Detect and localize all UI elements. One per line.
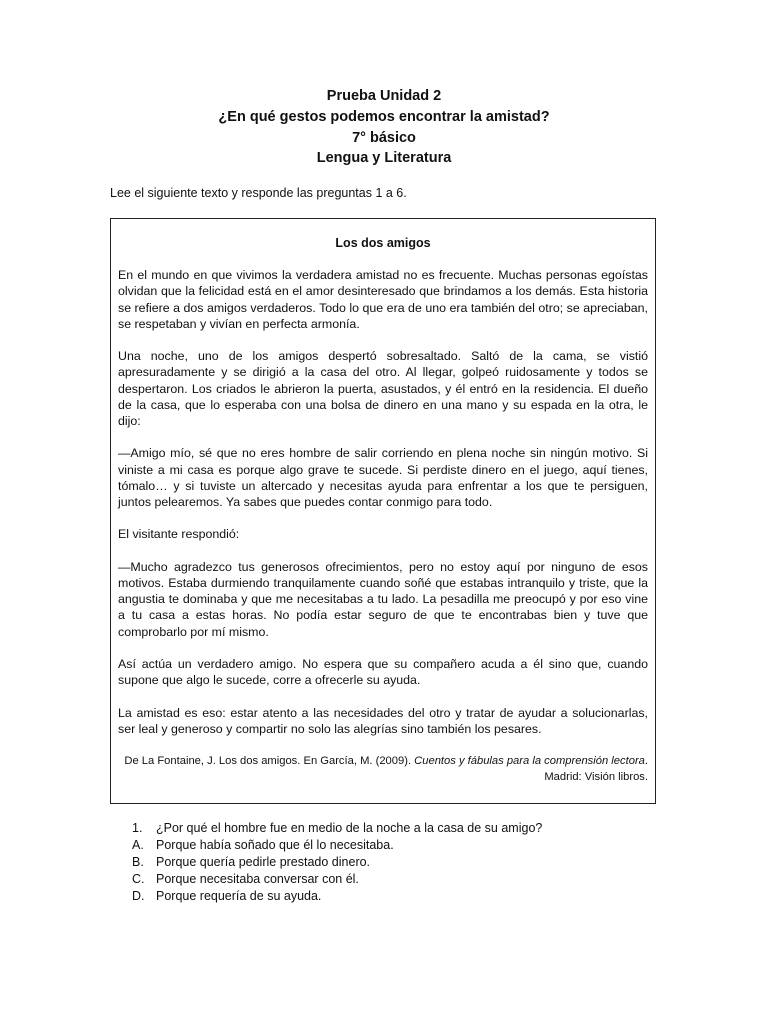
reading-paragraph: Así actúa un verdadero amigo. No espera que su compañero acuda a él sino que, cuando supone que algo le sucede, corre a ofrecerle su ayuda. [118, 657, 648, 688]
citation-suffix: . Madrid: Visión libros. [544, 755, 648, 784]
instruction-text: Lee el siguiente texto y responde las preguntas 1 a 6. [110, 186, 407, 200]
reading-title: Los dos amigos [335, 236, 431, 250]
reading-paragraph: Una noche, uno de los amigos despertó sobresaltado. Saltó de la cama, se vistió apresuradamente y se dirigió a la casa del otro. Al llegar, golpeó ruidosamente y todos se despertaron. Los criados le abrieron la puerta, asustados, y él entró en la residencia. El dueño de la casa, que lo esperaba con una bolsa de dinero en una mano y su espada en la otra, le dijo: [118, 349, 648, 429]
page-header [0, 86, 768, 169]
reading-paragraph: —Mucho agradezco tus generosos ofrecimientos, pero no estoy aquí por ninguno de esos motivos. Estaba durmiendo tranquilamente cuando soñé que estabas intranquilo y triste, que la angustia te dominaba y que me necesitabas a tu lado. La pesadilla me preocupó y por eso vine a tu casa a estas horas. No podía estar seguro de que te encontrabas bien y tuve que comprobarlo por mí mismo. [118, 559, 648, 639]
question-number: 1. [132, 821, 143, 835]
option-letter: B. [132, 855, 144, 869]
reading-passage-box [110, 218, 656, 804]
option-text: Porque requería de su ayuda. [156, 889, 322, 903]
option-text: Porque quería pedirle prestado dinero. [156, 855, 371, 869]
reading-paragraph: El visitante respondió: [118, 527, 240, 542]
answer-option-c[interactable] [132, 871, 542, 888]
reading-paragraph: La amistad es eso: estar atento a las necesidades del otro y tratar de ayudar a solucionarlas, ser leal y generoso y compartir no solo las alegrías sino también los pesares. [118, 705, 648, 736]
grade-level: 7° básico [352, 129, 416, 146]
answer-option-d[interactable] [132, 888, 542, 905]
citation-prefix: De La Fontaine, J. Los dos amigos. En García, M. (2009). [124, 755, 415, 768]
source-citation [118, 753, 648, 785]
question-text: ¿Por qué el hombre fue en medio de la noche a la casa de su amigo? [156, 821, 543, 835]
option-text: Porque había soñado que él lo necesitaba. [156, 838, 394, 852]
test-title: Prueba Unidad 2 [326, 88, 442, 104]
subject-name: Lengua y Literatura [316, 150, 452, 167]
answer-option-b[interactable] [132, 854, 542, 871]
citation-book-title: Cuentos y fábulas para la comprensión lectora [414, 755, 645, 768]
option-text: Porque necesitaba conversar con él. [156, 872, 359, 886]
option-letter: D. [132, 889, 145, 903]
option-letter: A. [132, 838, 144, 852]
test-subtitle: ¿En qué gestos podemos encontrar la amistad? [218, 108, 550, 125]
question-row [132, 820, 542, 837]
reading-paragraph: En el mundo en que vivimos la verdadera amistad no es frecuente. Muchas personas egoístas olvidan que la felicidad está en el amor desinteresado que brindamos a los demás. Esta historia se refiere a dos amigos verdaderos. Todo lo que era de uno era también del otro; se apreciaban, se respetaban y vivían en perfecta armonía. [118, 268, 648, 331]
question-block [132, 820, 542, 905]
answer-option-a[interactable] [132, 837, 542, 854]
option-letter: C. [132, 872, 145, 886]
reading-paragraph: —Amigo mío, sé que no eres hombre de salir corriendo en plena noche sin ningún motivo. Si viniste a mi casa es porque algo grave te sucede. Si perdiste dinero en el juego, aquí tienes, tómalo… y si tuviste un altercado y necesitas ayuda para enfrentar a los que te persiguen, juntos pelearemos. Ya sabes que puedes contar conmigo para todo. [118, 446, 648, 510]
